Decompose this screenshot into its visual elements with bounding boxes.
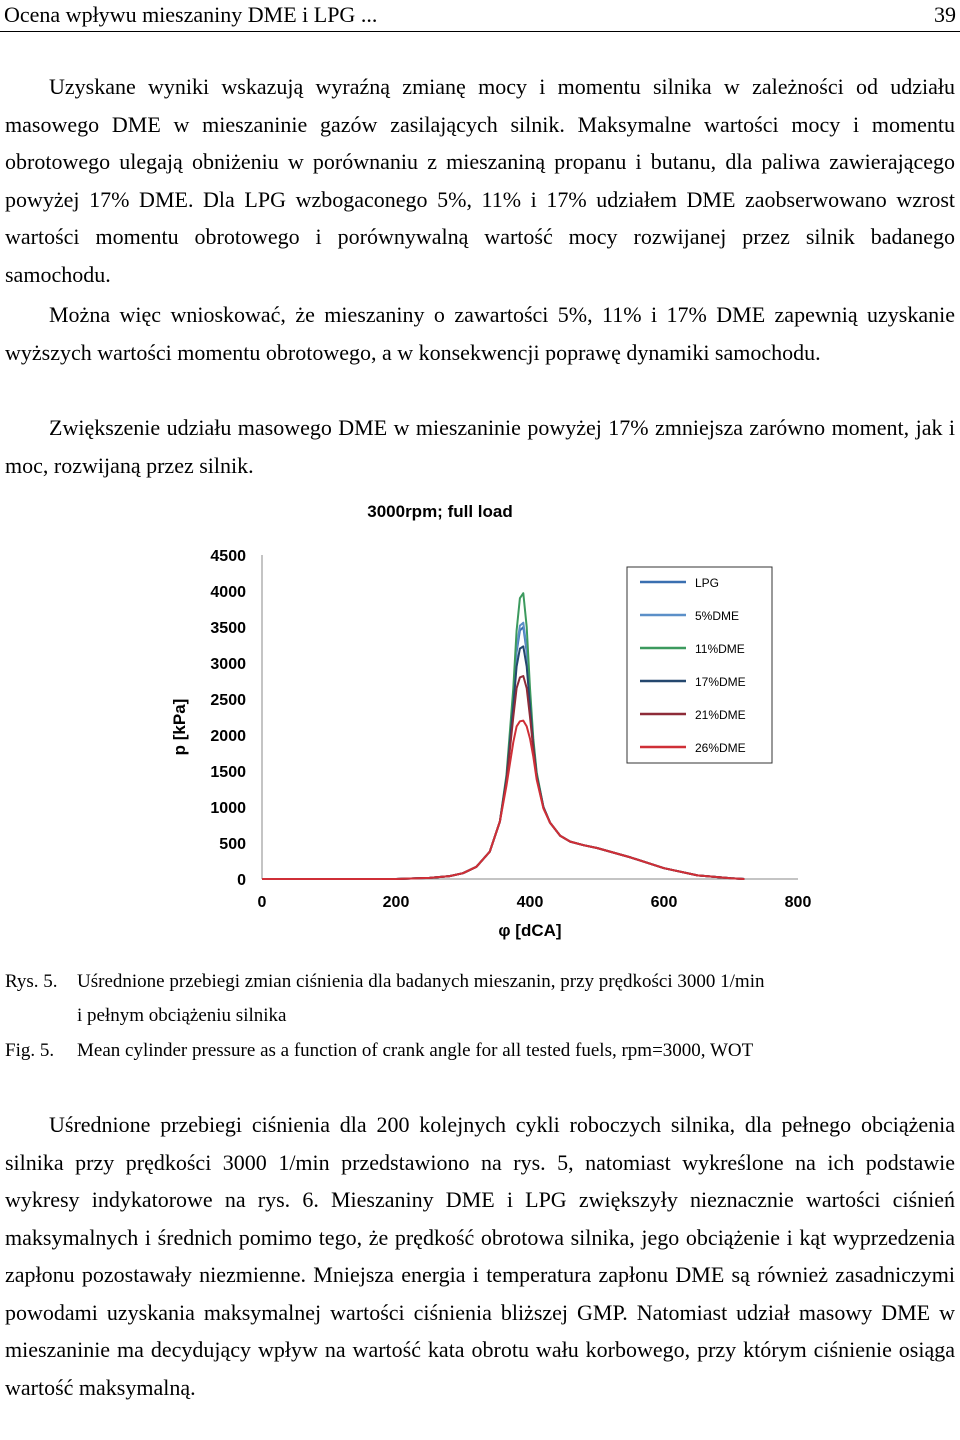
y-tick-label: 2500 xyxy=(210,692,246,709)
legend-label: 21%DME xyxy=(695,708,746,722)
chart-title: 3000rpm; full load xyxy=(367,502,513,521)
y-tick-label: 4000 xyxy=(210,584,246,601)
paragraph-pressure-analysis: Uśrednione przebiegi ciśnienia dla 200 kolejnych cykli roboczych silnika, dla pełnego obciążenia silnika przy prędkości 3000 1/min przedstawiono na rys. 5, natomiast wykreślone na ich podstawie wykresy indykatorowe na rys. 6. Mieszaniny DME i LPG zwiększyły nieznacznie wartości ciśnień maksymalnych i średnich pomimo tego, że prędkość obrotowa silnika, jego obciążenie i kąt wyprzedzenia zapłonu pozostawały niezmienne. Mniejsza energia i temperatura zapłonu DME są również zasadniczymi powodami uzyskania maksymalnej wartości ciśnienia bliższej GMP. Natomiast udział masowy DME w mieszaninie ma decydujący wpływ na wartość kata obrotu wału korbowego, przy którym ciśnienie osiąga wartość maksymalną. xyxy=(5,1112,955,1400)
y-tick-label: 500 xyxy=(219,836,246,853)
caption-pl-line1: Uśrednione przebiegi zmian ciśnienia dla badanych mieszanin, przy prędkości 3000 1/min xyxy=(77,971,765,992)
caption-pl-label: Rys. 5. xyxy=(5,971,58,992)
legend-box xyxy=(627,567,772,763)
y-tick-label: 2000 xyxy=(210,728,246,745)
caption-pl-line2: i pełnym obciążeniu silnika xyxy=(77,1005,287,1026)
legend-label: LPG xyxy=(695,576,720,590)
legend-label: 5%DME xyxy=(695,609,740,623)
y-tick-label: 4500 xyxy=(210,548,246,565)
paragraph-dme-increase: Zwiększenie udziału masowego DME w mieszaninie powyżej 17% zmniejsza zarówno moment, jak i moc, rozwijaną przez silnik. xyxy=(5,415,955,478)
page-number: 39 xyxy=(934,2,956,27)
caption-polish xyxy=(5,965,955,1033)
caption-english xyxy=(5,1034,955,1068)
caption-en-label: Fig. 5. xyxy=(5,1040,55,1061)
caption-en-text: Mean cylinder pressure as a function of crank angle for all tested fuels, rpm=3000, WOT xyxy=(77,1040,754,1061)
running-title: Ocena wpływu mieszaniny DME i LPG ... xyxy=(4,2,378,27)
legend-label: 17%DME xyxy=(695,675,746,689)
y-tick-label: 1000 xyxy=(210,800,246,817)
page-header xyxy=(0,0,960,32)
y-tick-label: 3000 xyxy=(210,656,246,673)
x-tick-label: 200 xyxy=(382,894,410,911)
y-tick-label: 1500 xyxy=(210,764,246,781)
y-axis-label: p [kPa] xyxy=(170,698,189,756)
pressure-chart xyxy=(150,492,830,952)
paragraph-results: Uzyskane wyniki wskazują wyraźną zmianę mocy i momentu silnika w zależności od udziału masowego DME w mieszaninie gazów zasilających silnik. Maksymalne wartości mocy i momentu obrotowego ulegają obniżeniu w porównaniu z mieszaniną propanu i butanu, dla paliwa zawierającego powyżej 17% DME. Dla LPG wzbogaconego 5%, 11% i 17% udziałem DME zaobserwowano wzrost wartości momentu obrotowego i porównywalną wartość mocy rozwijanej przez silnik badanego samochodu. xyxy=(5,74,955,287)
legend-label: 26%DME xyxy=(695,741,746,755)
x-tick-label: 600 xyxy=(650,894,678,911)
y-tick-label: 3500 xyxy=(210,620,246,637)
x-axis-label: φ [dCA] xyxy=(498,921,562,940)
x-tick-label: 400 xyxy=(516,894,544,911)
y-tick-label: 0 xyxy=(237,872,246,889)
x-tick-label: 800 xyxy=(784,894,812,911)
legend-label: 11%DME xyxy=(695,642,745,656)
x-tick-label: 0 xyxy=(257,894,267,911)
paragraph-conclusion: Można więc wnioskować, że mieszaniny o zawartości 5%, 11% i 17% DME zapewnią uzyskanie wyższych wartości momentu obrotowego, a w konsekwencji poprawę dynamiki samochodu. xyxy=(5,302,955,365)
